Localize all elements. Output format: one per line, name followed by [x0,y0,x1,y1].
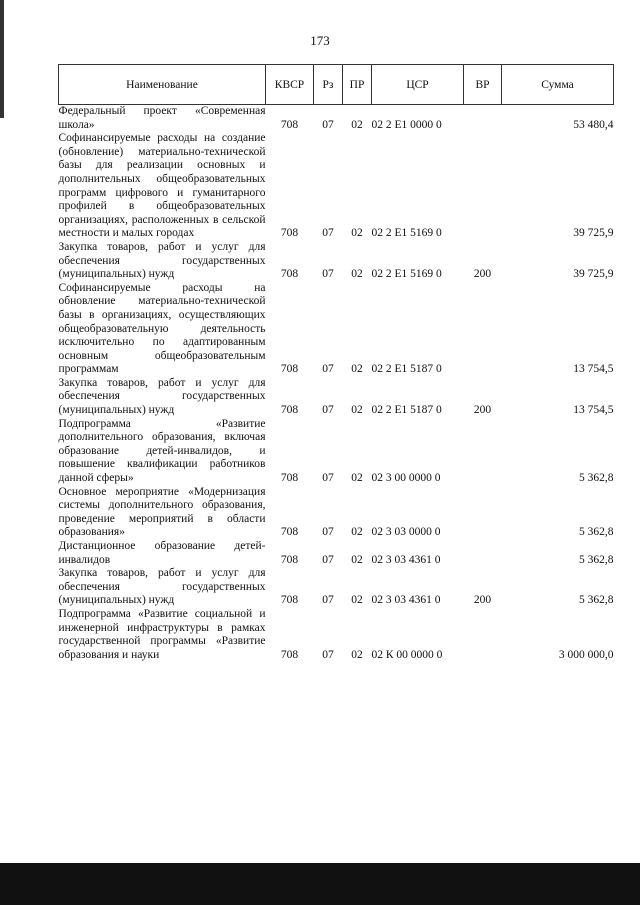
row-pr: 02 [351,404,363,417]
row-rz: 07 [322,648,334,661]
row-csr: 02 3 00 0000 0 [371,472,441,485]
header-vr: ВР [464,65,502,105]
row-kvsr: 708 [280,268,299,281]
row-pr: 02 [351,118,363,131]
row-vr [464,132,502,241]
row-sum: 13 754,5 [573,363,614,376]
row-pr: 02 [351,553,363,566]
table-row [59,608,614,662]
row-csr: 02 2 Е1 0000 0 [371,118,442,131]
row-sum: 39 725,9 [573,227,614,240]
header-pr: ПР [343,65,372,105]
table-header-row [59,65,614,105]
header-kvsr: КВСР [266,65,314,105]
row-vr [464,105,502,133]
row-pr: 02 [351,648,363,661]
row-name: Подпрограмма «Развитие дополнительного образования, включая образование детей-инвалидов, и повышение квалификации работников данной сферы» [58,417,266,485]
row-name: Закупка товаров, работ и услуг для обеспечения государственных (муниципальных) нужд [58,567,266,607]
row-pr: 02 [351,594,363,607]
row-kvsr: 708 [280,526,299,539]
row-vr [464,608,502,662]
row-name: Подпрограмма «Развитие социальной и инженерной инфраструктуры в рамках государственной программы «Развитие образования и науки [58,607,266,661]
row-rz: 07 [322,404,334,417]
row-kvsr: 708 [280,118,299,131]
table-row [59,567,614,608]
row-rz: 07 [322,118,334,131]
row-rz: 07 [322,363,334,376]
row-rz: 07 [322,553,334,566]
row-pr: 02 [351,268,363,281]
row-vr: 200 [473,404,492,417]
row-kvsr: 708 [280,227,299,240]
row-vr [464,282,502,377]
row-csr: 02 2 Е1 5169 0 [371,268,442,281]
row-kvsr: 708 [280,363,299,376]
row-rz: 07 [322,227,334,240]
row-csr: 02 3 03 0000 0 [371,526,441,539]
row-vr: 200 [473,268,492,281]
table-row [59,377,614,418]
row-csr: 02 К 00 0000 0 [371,648,443,661]
header-rz: Рз [314,65,343,105]
table-row [59,132,614,241]
row-pr: 02 [351,526,363,539]
row-csr: 02 2 Е1 5187 0 [371,363,442,376]
row-vr [464,486,502,540]
row-name: Федеральный проект «Современная школа» [58,105,266,131]
row-vr: 200 [473,594,492,607]
table-row [59,540,614,567]
row-name: Закупка товаров, работ и услуг для обеспечения государственных (муниципальных) нужд [58,376,266,417]
row-name: Закупка товаров, работ и услуг для обеспечения государственных (муниципальных) нужд [58,240,266,281]
row-sum: 13 754,5 [573,404,614,417]
row-rz: 07 [322,526,334,539]
row-sum: 5 362,8 [579,553,614,566]
row-vr [464,540,502,567]
header-name: Наименование [59,65,266,105]
page-number: 173 [310,33,330,48]
row-csr: 02 2 Е1 5187 0 [371,404,442,417]
table-row [59,486,614,540]
row-pr: 02 [351,363,363,376]
row-sum: 3 000 000,0 [558,648,614,661]
row-sum: 5 362,8 [579,594,614,607]
row-sum: 39 725,9 [573,268,614,281]
row-pr: 02 [351,472,363,485]
row-csr: 02 3 03 4361 0 [371,553,441,566]
row-sum: 5 362,8 [579,472,614,485]
table-row [59,282,614,377]
table-row [59,241,614,282]
row-rz: 07 [322,594,334,607]
row-kvsr: 708 [280,648,299,661]
row-csr: 02 3 03 4361 0 [371,594,441,607]
budget-table [58,64,614,662]
scan-edge-line [0,0,4,118]
header-sum: Сумма [502,65,614,105]
row-rz: 07 [322,472,334,485]
row-kvsr: 708 [280,553,299,566]
table-row [59,105,614,133]
scan-bottom-bar [0,863,640,905]
row-csr: 02 2 Е1 5169 0 [371,227,442,240]
row-rz: 07 [322,268,334,281]
row-kvsr: 708 [280,404,299,417]
row-name: Основное мероприятие «Модернизация системы дополнительного образования, проведение мероприятий в области образования» [58,485,266,539]
row-sum: 5 362,8 [579,526,614,539]
row-sum: 53 480,4 [573,118,614,131]
row-kvsr: 708 [280,472,299,485]
row-vr [464,418,502,486]
row-kvsr: 708 [280,594,299,607]
table-row [59,418,614,486]
row-name: Софинансируемые расходы на создание (обновление) материально-технической базы для реализации основных и дополнительных общеобразовательных программ цифрового и гуманитарного профилей в общеобразовательных организациях, расположенных в сельской местности и малых городах [58,132,266,240]
header-csr: ЦСР [372,65,464,105]
row-name: Софинансируемые расходы на обновление материально-технической базы в организациях, осуществляющих общеобразовательную деятельность исключительно по адаптированным основным общеобразовательным программам [58,281,266,376]
row-name: Дистанционное образование детей-инвалидов [58,540,266,566]
row-pr: 02 [351,227,363,240]
